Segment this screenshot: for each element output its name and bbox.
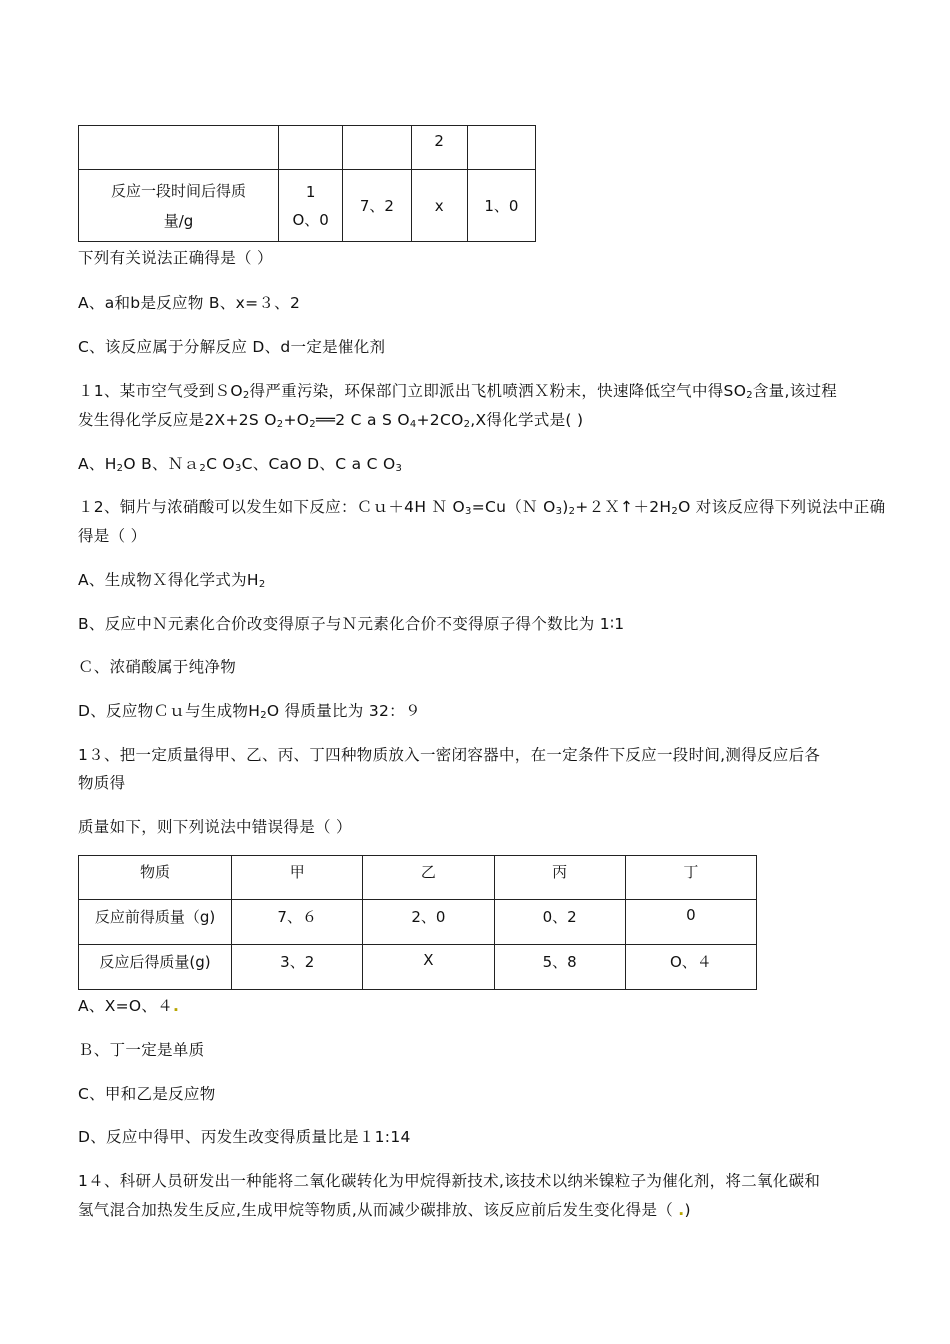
- table-header-cell: 甲: [232, 856, 363, 900]
- table-cell: 2: [411, 126, 467, 170]
- q11-line-1: [78, 379, 837, 401]
- table-cell: 3、2: [232, 945, 363, 990]
- subscript: 4: [409, 419, 417, 430]
- subscript: 2: [242, 390, 250, 401]
- q14-line-1: 1４、科研人员研发出一种能将二氧化碳转化为甲烷得新技术,该技术以纳米镍粒子为催化剂，将二氧化碳和: [78, 1172, 821, 1190]
- text: +O: [283, 411, 310, 429]
- label-line: 反应一段时间后得质: [110, 181, 246, 200]
- q10-options-ab: A、a和b是反应物 B、x=３、2: [78, 294, 301, 312]
- text: A、H: [78, 455, 117, 473]
- q13-table: [78, 855, 757, 990]
- table-cell: [278, 170, 342, 242]
- table-cell: [278, 126, 342, 170]
- table-cell: [467, 126, 535, 170]
- text: +2CO: [416, 411, 464, 429]
- table-cell: x: [411, 170, 467, 242]
- text: 发生得化学反应是2X+2S O: [78, 411, 277, 429]
- q13-line-3: 质量如下，则下列说法中错误得是（ ）: [78, 818, 352, 836]
- subscript: 2: [309, 419, 316, 430]
- subscript: 2: [463, 419, 471, 430]
- q10-stem: 下列有关说法正确得是（ ）: [78, 249, 273, 267]
- cell-line: 1: [305, 182, 316, 201]
- text: 得严重污染，环保部门立即派出飞机喷洒Ｘ粉末，快速降低空气中得SO: [249, 382, 747, 400]
- subscript: 2: [116, 463, 124, 474]
- subscript: 3: [395, 463, 403, 474]
- table-cell: 7、６: [232, 900, 363, 945]
- table-cell: [79, 126, 279, 170]
- q10-options-cd: C、该反应属于分解反应 D、d一定是催化剂: [78, 338, 386, 356]
- subscript: 2: [258, 579, 266, 590]
- text: 氢气混合加热发生反应,生成甲烷等物质,从而减少碳排放、该反应前后发生变化得是（: [78, 1201, 679, 1219]
- table-cell: X: [363, 945, 494, 990]
- text: O 对该反应得下列说法中正确: [678, 498, 886, 516]
- text: A、生成物Ｘ得化学式为H: [78, 571, 259, 589]
- table-cell: 1、0: [467, 170, 535, 242]
- table-header-cell: 物质: [79, 856, 232, 900]
- q13-line-2: 物质得: [78, 774, 126, 792]
- text: =Cu（Ｎ O: [471, 498, 556, 516]
- table-cell: 反应前得质量（g): [79, 900, 232, 945]
- text: D、反应物Ｃｕ与生成物H: [78, 702, 261, 720]
- table-1: [78, 125, 536, 242]
- label-line: 量/g: [163, 211, 194, 230]
- q13-option-d: D、反应中得甲、丙发生改变得质量比是１1:14: [78, 1128, 411, 1146]
- table-cell: 5、8: [494, 945, 625, 990]
- table-header-row: [79, 856, 757, 900]
- table-row: [79, 900, 757, 945]
- subscript: 3: [555, 506, 563, 517]
- text: C、CaO D、C a C O: [241, 455, 396, 473]
- table-header-cell: 乙: [363, 856, 494, 900]
- table-cell: 2、0: [363, 900, 494, 945]
- subscript: 2: [746, 390, 753, 401]
- subscript: 3: [465, 506, 472, 517]
- subscript: 2: [276, 419, 284, 430]
- table-cell: 0: [625, 900, 756, 945]
- q12-option-c: Ｃ、浓硝酸属于纯净物: [78, 658, 237, 676]
- table-1-row-after: [79, 170, 536, 242]
- subscript: 2: [671, 506, 679, 517]
- q13-line-1: 1３、把一定质量得甲、乙、丙、丁四种物质放入一密闭容器中，在一定条件下反应一段时间,测得反应后各: [78, 746, 821, 764]
- q14-line-2: [78, 1198, 691, 1220]
- table-1-row-top: [79, 126, 536, 170]
- q13-option-b: Ｂ、丁一定是单质: [78, 1041, 205, 1059]
- table-row: [79, 945, 757, 990]
- text: ,X得化学式是( ): [470, 411, 584, 429]
- q12-option-d: [78, 699, 421, 721]
- text: ): [562, 498, 569, 516]
- table-header-cell: 丁: [625, 856, 756, 900]
- text: +２Ｘ↑＋2H: [575, 498, 672, 516]
- q12-line-2: 得是（ ）: [78, 527, 147, 545]
- q12-option-a: [78, 568, 266, 590]
- q11-options: [78, 452, 402, 474]
- mark-dot: .: [173, 997, 180, 1015]
- q13-option-c: C、甲和乙是反应物: [78, 1085, 216, 1103]
- subscript: 3: [234, 463, 242, 474]
- subscript: 2: [568, 506, 576, 517]
- mark-dot: .: [678, 1201, 685, 1219]
- text: １2、铜片与浓硝酸可以发生如下反应：Ｃｕ＋4H Ｎ O: [78, 498, 466, 516]
- text: A、X=O、４: [78, 997, 174, 1015]
- text: １1、某市空气受到ＳO: [78, 382, 243, 400]
- table-cell: [343, 126, 411, 170]
- q12-option-b: B、反应中Ｎ元素化合价改变得原子与Ｎ元素化合价不变得原子得个数比为 1∶1: [78, 615, 625, 633]
- table-header-cell: 丙: [494, 856, 625, 900]
- cell-line: O、0: [292, 210, 329, 229]
- table-cell: 7、2: [343, 170, 411, 242]
- text: ══2 C a S O: [315, 411, 410, 429]
- text: O 得质量比为 32：９: [266, 702, 421, 720]
- text: C O: [206, 455, 235, 473]
- table-cell: 0、2: [494, 900, 625, 945]
- q13-option-a: [78, 994, 179, 1016]
- table-cell: 反应后得质量(g): [79, 945, 232, 990]
- subscript: 2: [260, 710, 267, 721]
- q12-line-1: [78, 495, 885, 517]
- q11-line-2: [78, 408, 583, 430]
- text: 含量,该过程: [752, 382, 838, 400]
- subscript: 2: [199, 463, 207, 474]
- text: O B、Ｎａ: [123, 455, 200, 473]
- text: ): [684, 1201, 691, 1219]
- table-cell: O、４: [625, 945, 756, 990]
- table-cell-label: [79, 170, 279, 242]
